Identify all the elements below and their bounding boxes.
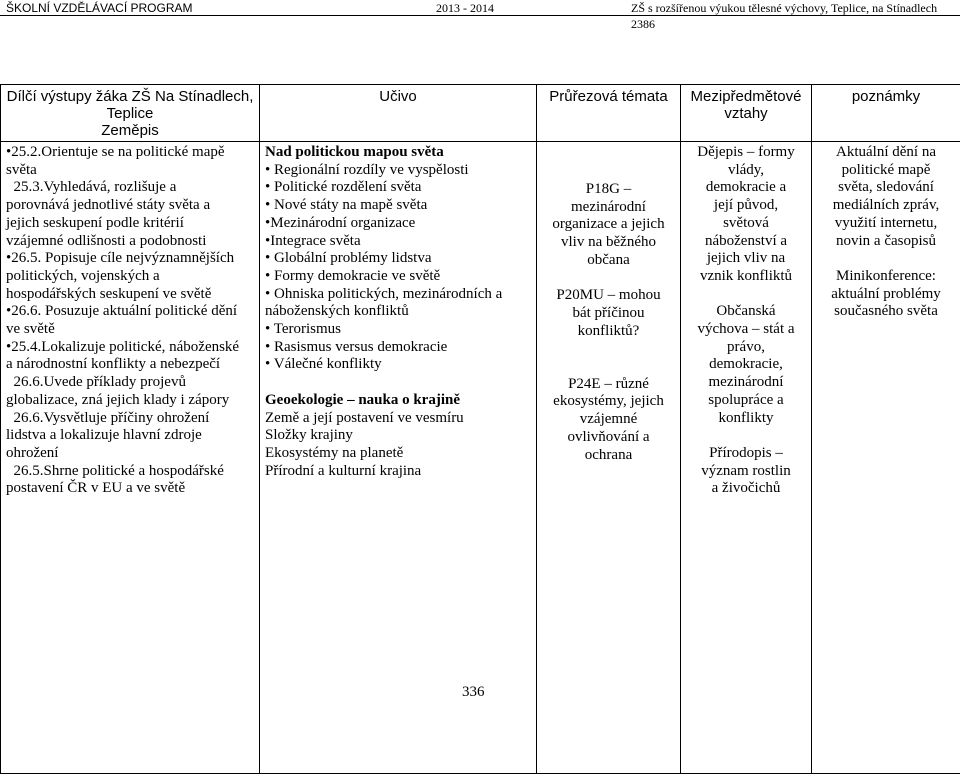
theme-line: P18G – <box>542 181 675 199</box>
outcome-line: 26.5.Shrne politické a hospodářské <box>6 463 254 481</box>
col-header-notes: poznámky <box>812 85 960 142</box>
themes-cell <box>537 142 681 774</box>
theme-line: občana <box>542 252 675 270</box>
outcome-line: •25.4.Lokalizuje politické, náboženské <box>6 339 254 357</box>
curriculum-item: • Regionální rozdíly ve vyspělosti <box>265 162 531 180</box>
note-line: využití internetu, <box>817 215 955 233</box>
relation-line: její původ, <box>686 197 806 215</box>
outcome-line: ohrožení <box>6 445 254 463</box>
outcome-line: lidstva a lokalizuje hlavní zdroje <box>6 427 254 445</box>
relation-line: výchova – stát a <box>686 321 806 339</box>
curriculum-item: • Nové státy na mapě světa <box>265 197 531 215</box>
relations-cell <box>681 142 812 774</box>
theme-line <box>542 340 675 358</box>
header-school: ŠKOLNÍ VZDĚLÁVACÍ PROGRAM <box>6 0 193 20</box>
curriculum-item: •Mezinárodní organizace <box>265 215 531 233</box>
theme-line: ekosystémy, jejich <box>542 393 675 411</box>
note-line: mediálních zpráv, <box>817 197 955 215</box>
relation-line: demokracie, <box>686 356 806 374</box>
outcome-line: politických, vojenských a <box>6 268 254 286</box>
page-number: 336 <box>462 684 485 701</box>
relation-line: Občanská <box>686 303 806 321</box>
relation-line: konflikty <box>686 410 806 428</box>
note-line: Minikonference: <box>817 268 955 286</box>
theme-line: P20MU – mohou <box>542 287 675 305</box>
relation-line: jejich vliv na <box>686 250 806 268</box>
outcome-line: hospodářských seskupení ve světě <box>6 286 254 304</box>
outcome-line: •25.2.Orientuje se na politické mapě <box>6 144 254 162</box>
curriculum-item: •Integrace světa <box>265 233 531 251</box>
outcome-line: globalizace, zná jejich klady i zápory <box>6 392 254 410</box>
theme-line: ovlivňování a <box>542 429 675 447</box>
theme-line <box>542 270 675 288</box>
curriculum-item: • Rasismus versus demokracie <box>265 339 531 357</box>
header-years: 2013 - 2014 <box>436 0 494 20</box>
relation-line: náboženství a <box>686 233 806 251</box>
outcome-line: a národnostní konflikty a nebezpečí <box>6 356 254 374</box>
theme-line: mezinárodní <box>542 199 675 217</box>
relation-line: vlády, <box>686 162 806 180</box>
note-line <box>817 250 955 268</box>
curriculum-heading-geoecology: Geoekologie – nauka o krajině <box>265 392 531 410</box>
note-line: Aktuální dění na <box>817 144 955 162</box>
theme-line: bát příčinou <box>542 305 675 323</box>
outcome-line: •26.5. Popisuje cíle nejvýznamnějších <box>6 250 254 268</box>
note-line: politické mapě <box>817 162 955 180</box>
relation-line: význam rostlin <box>686 463 806 481</box>
relation-line: právo, <box>686 339 806 357</box>
outcome-line: jejich seskupení podle kritérií <box>6 215 254 233</box>
outcome-line: světa <box>6 162 254 180</box>
theme-line <box>542 358 675 376</box>
relation-line: světová <box>686 215 806 233</box>
outcome-line: vzájemné odlišnosti a podobnosti <box>6 233 254 251</box>
header-school-full: ZŠ s rozšířenou výukou tělesné výchovy, Teplice, na Stínadlech 2386 <box>631 0 960 20</box>
relation-line: a živočichů <box>686 480 806 498</box>
relation-line: vznik konfliktů <box>686 268 806 286</box>
curriculum-item: • Formy demokracie ve světě <box>265 268 531 286</box>
syllabus-table <box>0 84 960 774</box>
relation-line: Dějepis – formy <box>686 144 806 162</box>
note-line: světa, sledování <box>817 179 955 197</box>
col-header-themes: Průřezová témata <box>537 85 681 142</box>
outcome-line: porovnává jednotlivé státy světa a <box>6 197 254 215</box>
table-header-row <box>1 85 960 142</box>
relation-line <box>686 427 806 445</box>
note-line: aktuální problémy <box>817 286 955 304</box>
theme-line: P24E – různé <box>542 376 675 394</box>
curriculum-item: Přírodní a kulturní krajina <box>265 463 531 481</box>
header-rule <box>0 15 960 16</box>
curriculum-item: • Politické rozdělení světa <box>265 179 531 197</box>
theme-line: ochrana <box>542 447 675 465</box>
outcome-line: postavení ČR v EU a ve světě <box>6 480 254 498</box>
theme-line: konfliktů? <box>542 323 675 341</box>
outcome-line: 26.6.Vysvětluje příčiny ohrožení <box>6 410 254 428</box>
curriculum-item: Země a její postavení ve vesmíru <box>265 410 531 428</box>
relation-line: demokracie a <box>686 179 806 197</box>
note-line: současného světa <box>817 303 955 321</box>
curriculum-item: Ekosystémy na planetě <box>265 445 531 463</box>
theme-line: organizace a jejich <box>542 216 675 234</box>
note-line: novin a časopisů <box>817 233 955 251</box>
notes-cell <box>812 142 960 774</box>
curriculum-item: • Ohniska politických, mezinárodních a <box>265 286 531 304</box>
relation-line: Přírodopis – <box>686 445 806 463</box>
outcome-line: 25.3.Vyhledává, rozlišuje a <box>6 179 254 197</box>
relation-line: spolupráce a <box>686 392 806 410</box>
relation-line <box>686 286 806 304</box>
curriculum-item: Složky krajiny <box>265 427 531 445</box>
relation-line: mezinárodní <box>686 374 806 392</box>
curriculum-item: • Globální problémy lidstva <box>265 250 531 268</box>
curriculum-item: • Terorismus <box>265 321 531 339</box>
col-header-outcomes <box>1 85 260 142</box>
col-header-curriculum: Učivo <box>260 85 537 142</box>
col-header-relations: Mezipředmětové vztahy <box>681 85 812 142</box>
outcome-line: 26.6.Uvede příklady projevů <box>6 374 254 392</box>
curriculum-item: náboženských konfliktů <box>265 303 531 321</box>
curriculum-item: • Válečné konflikty <box>265 356 531 374</box>
curriculum-heading-political-map: Nad politickou mapou světa <box>265 144 531 162</box>
curriculum-cell <box>260 142 537 774</box>
theme-line: vzájemné <box>542 411 675 429</box>
table-row <box>1 142 960 774</box>
outcomes-cell <box>1 142 260 774</box>
outcome-line: •26.6. Posuzuje aktuální politické dění <box>6 303 254 321</box>
theme-line: vliv na běžného <box>542 234 675 252</box>
outcome-line: ve světě <box>6 321 254 339</box>
col-header-outcomes-text: Dílčí výstupy žáka ZŠ Na Stínadlech, Teplice Zeměpis <box>7 88 254 139</box>
